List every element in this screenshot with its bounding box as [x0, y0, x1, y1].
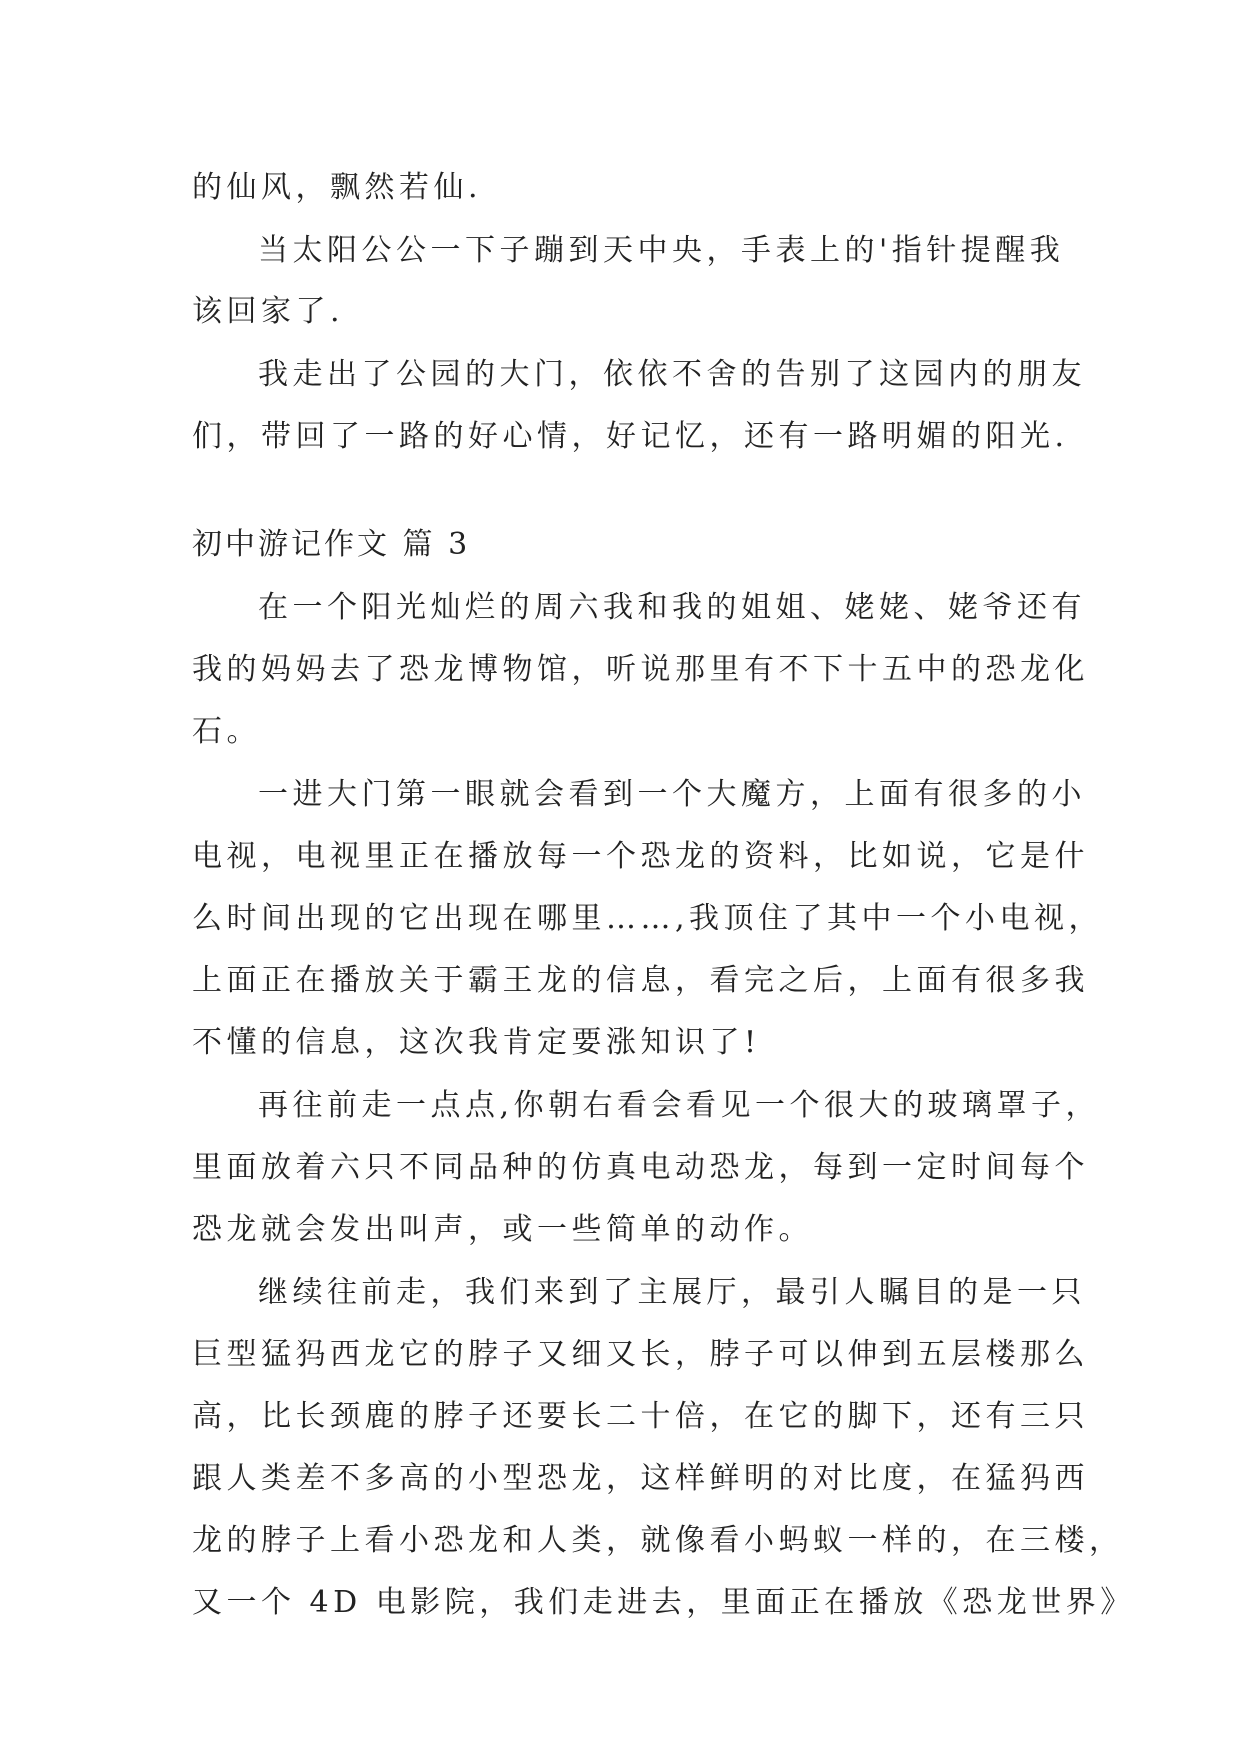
paragraph-start: 在一个阳光灿烂的周六我和我的姐姐、姥姥、姥爷还有: [258, 590, 1086, 625]
text-line: 跟人类差不多高的小型恐龙，这样鲜明的对比度，在猛犸西: [192, 1461, 1089, 1496]
text-line: 高，比长颈鹿的脖子还要长二十倍，在它的脚下，还有三只: [192, 1399, 1089, 1434]
text-line: 么时间出现的它出现在哪里……,我顶住了其中一个小电视，: [192, 901, 1104, 936]
paragraph-start: 继续往前走，我们来到了主展厅，最引人瞩目的是一只: [258, 1275, 1086, 1310]
section-heading: 初中游记作文 篇 3: [192, 527, 471, 562]
text-line: 该回家了.: [192, 294, 345, 329]
paragraph-start: 我走出了公园的大门，依依不舍的告别了这园内的朋友: [258, 357, 1086, 392]
text-line: 们，带回了一路的好心情，好记忆，还有一路明媚的阳光.: [192, 419, 1069, 454]
text-line: 巨型猛犸西龙它的脖子又细又长，脖子可以伸到五层楼那么: [192, 1337, 1089, 1372]
text-line: 里面放着六只不同品种的仿真电动恐龙，每到一定时间每个: [192, 1150, 1089, 1185]
text-line: 电视，电视里正在播放每一个恐龙的资料，比如说，它是什: [192, 839, 1089, 874]
paragraph-start: 再往前走一点点,你朝右看会看见一个很大的玻璃罩子，: [258, 1088, 1101, 1123]
text-line: 不懂的信息，这次我肯定要涨知识了!: [192, 1025, 761, 1060]
text-line: 龙的脖子上看小恐龙和人类，就像看小蚂蚁一样的，在三楼，: [192, 1523, 1124, 1558]
text-line: 的仙风，飘然若仙.: [192, 170, 483, 205]
text-line: 恐龙就会发出叫声，或一些简单的动作。: [192, 1212, 813, 1247]
text-line: 石。: [192, 714, 261, 749]
text-line: 上面正在播放关于霸王龙的信息，看完之后，上面有很多我: [192, 963, 1089, 998]
paragraph-start: 当太阳公公一下子蹦到天中央，手表上的'指针提醒我: [258, 233, 1065, 268]
paragraph-start: 一进大门第一眼就会看到一个大魔方，上面有很多的小: [258, 777, 1086, 812]
text-line: 我的妈妈去了恐龙博物馆，听说那里有不下十五中的恐龙化: [192, 652, 1089, 687]
text-line: 又一个 4D 电影院，我们走进去，里面正在播放《恐龙世界》: [192, 1585, 1135, 1620]
